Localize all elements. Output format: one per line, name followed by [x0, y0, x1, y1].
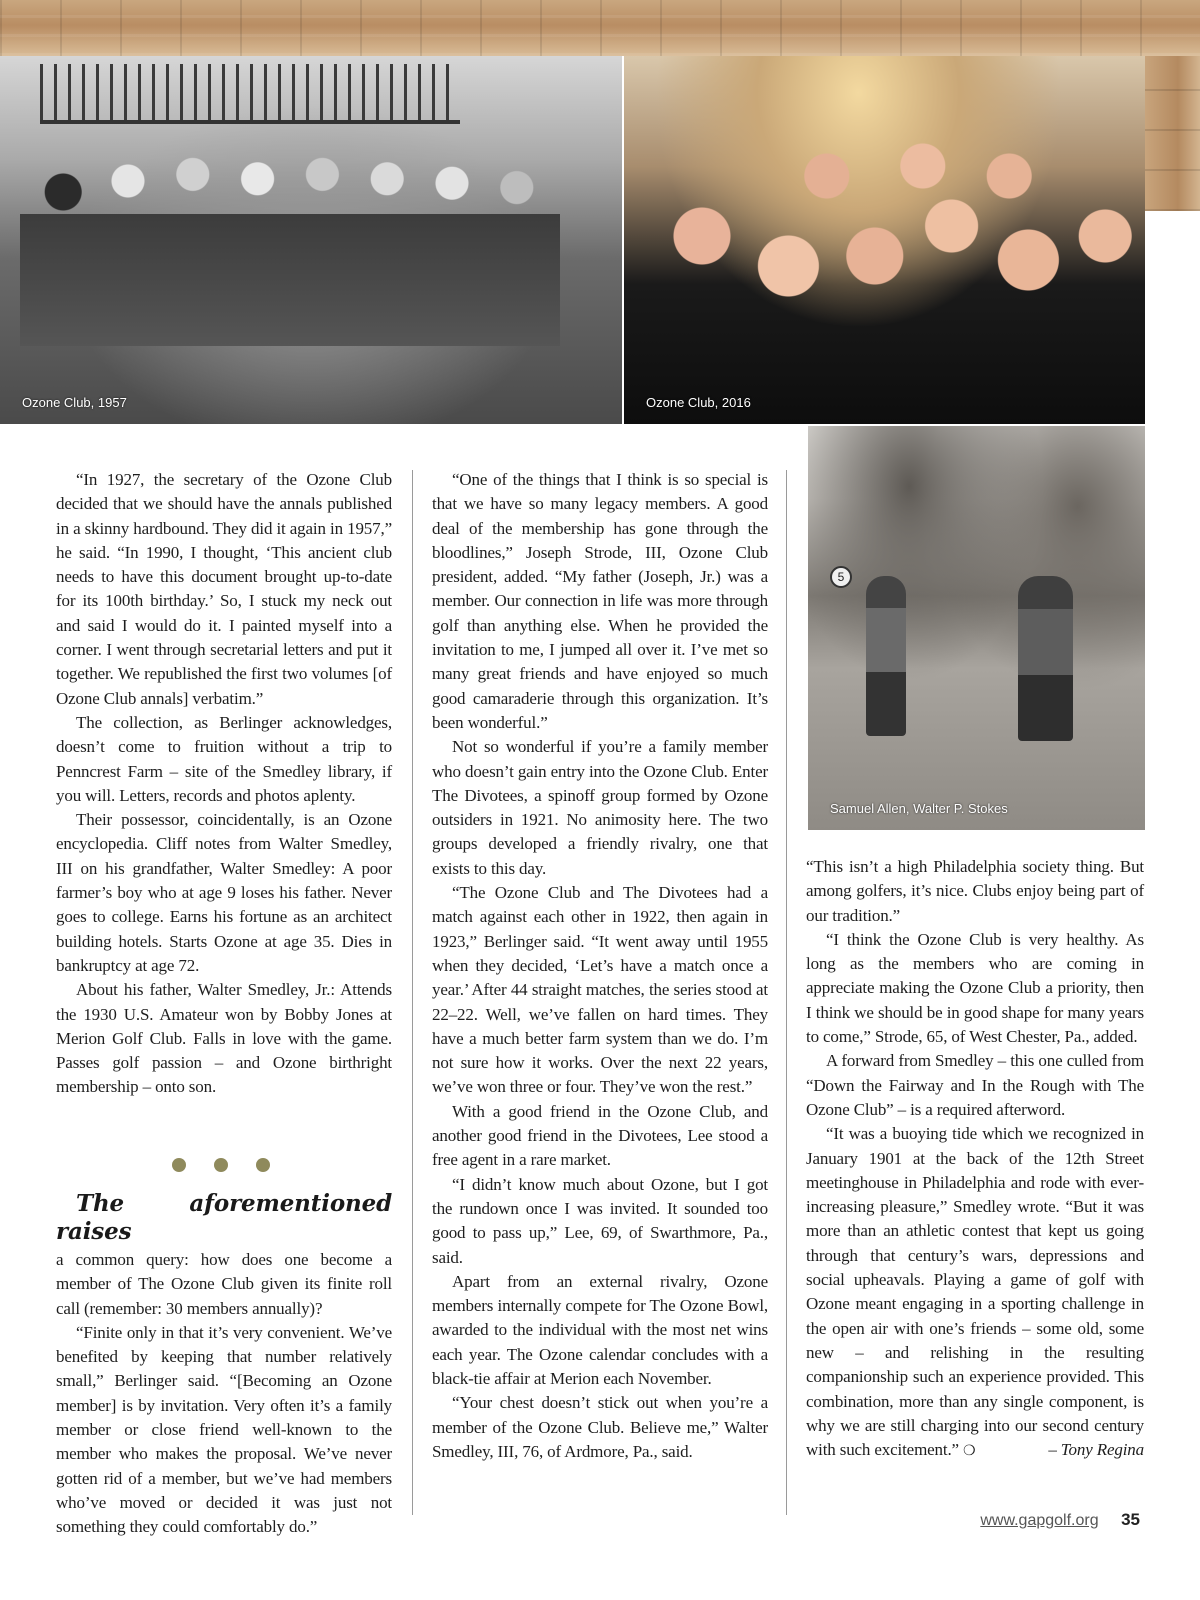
article-column-1-continued — [56, 1190, 392, 1540]
article-column-1 — [56, 468, 392, 1100]
article-paragraph: “I think the Ozone Club is very healthy. As long as the members who are coming in appreciate making the Ozone Club a priority, then I think we should be in good shape for many years to come,” Strode, 65, of West Chester, Pa., added. — [806, 929, 1144, 1047]
photo-balcony-rail — [40, 64, 460, 124]
article-paragraph: Apart from an external rivalry, Ozone members internally compete for The Ozone Bowl, awarded to the individual with the most net wins each year. The Ozone calendar concludes with a black-tie affair at Merion each November. — [432, 1271, 768, 1388]
article-paragraph: A forward from Smedley – this one culled from “Down the Fairway and In the Rough with The Ozone Club” – is a required afterword. — [806, 1051, 1144, 1119]
golfer-putting — [1018, 576, 1073, 741]
page-footer — [980, 1510, 1140, 1530]
photo-ozone-club-2016 — [624, 56, 1145, 424]
article-paragraph: With a good friend in the Ozone Club, and another good friend in the Divotees, Lee stood a free agent in a rare market. — [432, 1101, 768, 1170]
hole-sign: 5 — [830, 566, 852, 588]
divider-dot — [214, 1158, 228, 1172]
article-paragraph-final — [806, 1122, 1144, 1463]
stone-wall-header — [0, 0, 1200, 56]
article-paragraph: “The Ozone Club and The Divotees had a match against each other in 1922, then again in 1923,” Berlinger said. “It went away until 1955 when they decided, ‘Let’s have a match once a year.’ After 44 straight matches, the series stood at 22–22. Well, we’ve fallen on hard times. They have a much better farm system than we do. I’m not sure how it works. Over the next 22 years, we’ve won three or four. They’ve won the rest.” — [432, 883, 768, 1097]
article-paragraph: “I didn’t know much about Ozone, but I got the rundown once I was invited. It sounded too good to pass up,” Lee, 69, of Swarthmore, Pa., said. — [432, 1174, 768, 1267]
article-paragraph: “Your chest doesn’t stick out when you’re a member of the Ozone Club. Believe me,” Walter Smedley, III, 76, of Ardmore, Pa., said. — [432, 1393, 768, 1461]
article-paragraph: “It was a buoying tide which we recognized in January 1901 at the back of the 12th Street meetinghouse in Philadelphia and rode with ever-increasing pleasure,” Smedley wrote. “But it was more than an athletic contest that kept us going through that century’s wars, depressions and social upheavals. Playing a game of golf with Ozone meant engaging in a sporting challenge in the open air with one’s friends – some old, some new – and relishing in the resulting companionship such an experience provided. This combination, more than any single component, is why we are still charging into our second century with such excitement.” — [806, 1124, 1144, 1460]
section-divider-dots — [56, 1155, 386, 1178]
article-paragraph: About his father, Walter Smedley, Jr.: Attends the 1930 U.S. Amateur won by Bobby Jones at Merion Golf Club. Falls in love with the game. Passes golf passion – and Ozone birthright membership – onto son. — [56, 980, 392, 1097]
divider-dot — [172, 1158, 186, 1172]
article-paragraph: “In 1927, the secretary of the Ozone Club decided that we should have the annals published in a skinny hardbound. They did it again in 1957,” he said. “In 1990, I thought, ‘This ancient club needs to have this document brought up-to-date for its 100th birthday.’ So, I stuck my neck out and said I would do it. I painted myself into a corner. I went through secretarial letters and put it together. We republished the first two volumes [of Ozone Club annals] verbatim.” — [56, 470, 392, 708]
photo-caption-golfers: Samuel Allen, Walter P. Stokes — [830, 801, 1008, 816]
article-paragraph: Their possessor, coincidentally, is an Ozone encyclopedia. Cliff notes from Walter Smedley, III on his grandfather, Walter Smedley: A poor farmer’s boy who at age 9 loses his father. Never goes to college. Earns his fortune as an architect building hotels. Starts Ozone at age 35. Dies in bankruptcy at age 72. — [56, 810, 392, 975]
photo-caption-2016: Ozone Club, 2016 — [646, 395, 751, 410]
article-paragraph: Not so wonderful if you’re a family member who doesn’t gain entry into the Ozone Club. Enter The Divotees, a spinoff group formed by Ozone outsiders in 1921. No animosity here. The two groups developed a friendly rivalry, one that exists to this day. — [432, 737, 768, 878]
page-number: 35 — [1121, 1510, 1140, 1529]
article-paragraph: “One of the things that I think is so special is that we have so many legacy members. A good deal of the membership has gone through the bloodlines,” Joseph Strode, III, Ozone Club president, added. “My father (Joseph, Jr.) was a member. Our connection in life was more through golf than anything else. When he provided the invitation to me, I jumped all over it. I’ve met so many great friends and have enjoyed so much good camaraderie through this organization. It’s been wonderful.” — [432, 470, 768, 732]
article-paragraph: “Finite only in that it’s very convenient. We’ve benefited by keeping that number relatively small,” Berlinger said. “[Becoming an Ozone member] is by invitation. Very often it’s a family member or close friend well-known to the member who makes the proposal. We’ve never gotten rid of a member, but we’ve had members who’ve moved or decided it was just not something they could comfortably do.” — [56, 1322, 392, 1537]
article-paragraph: a common query: how does one become a member of The Ozone Club given its finite roll call (remember: 30 members annually)? — [56, 1250, 392, 1318]
column-divider-2 — [786, 470, 787, 1515]
photo-ozone-club-1957 — [0, 56, 622, 424]
article-column-2 — [432, 468, 768, 1464]
column-divider-1 — [412, 470, 413, 1515]
article-column-3 — [806, 855, 1144, 1463]
photo-golfers — [808, 426, 1145, 830]
photo-caption-1957: Ozone Club, 1957 — [22, 395, 127, 410]
section-subhead: The aforementioned raises — [56, 1190, 392, 1245]
end-mark-icon: ❍ — [963, 1443, 976, 1460]
author-signature: – Tony Regina — [1048, 1440, 1144, 1460]
article-paragraph: The collection, as Berlinger acknowledges, doesn’t come to fruition without a trip to Penncrest Farm – site of the Smedley library, if you will. Letters, records and photos aplenty. — [56, 712, 392, 805]
photo-group-members — [20, 126, 560, 346]
article-paragraph: “This isn’t a high Philadelphia society thing. But among golfers, it’s nice. Clubs enjoy being part of our tradition.” — [806, 857, 1144, 925]
photo-group-tuxedos — [654, 136, 1134, 336]
divider-dot — [256, 1158, 270, 1172]
golfer-standing — [866, 576, 906, 736]
stone-wall-edge — [1145, 56, 1200, 211]
footer-website-link[interactable]: www.gapgolf.org — [980, 1512, 1099, 1529]
